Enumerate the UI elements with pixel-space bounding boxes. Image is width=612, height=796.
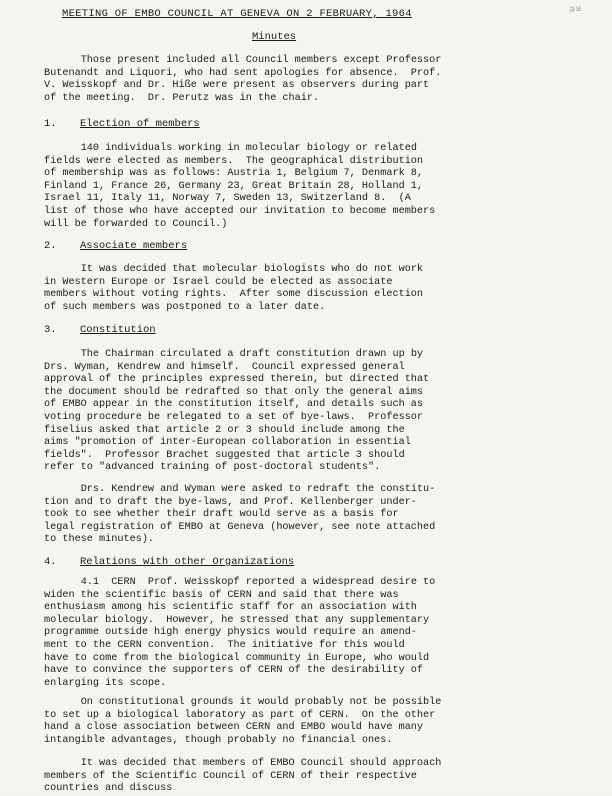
section-heading-2 (44, 240, 187, 252)
document-subtitle: Minutes (252, 31, 297, 43)
section-title: Associate members (80, 240, 188, 252)
section-4-paragraph-1: 4.1 CERN Prof. Weisskopf reported a widespread desire to widen the scientific basis of CERN and said that there was enthusiasm among his scientific staff for an association with molecular biology. However, he stressed that any supplementary programme outside high energy physics would require an amend- ment to the CERN convention. The initiative for this would have to come from the biological community in Europe, who would have to convince the supporters of CERN of the desirability of enlarging its scope. (44, 577, 436, 689)
section-heading-4 (44, 556, 294, 568)
section-4-paragraph-2: On constitutional grounds it would probably not be possible to set up a biological laboratory as part of CERN. On the other hand a close association between CERN and EMBO would have many intangible advantages, though probably no financial ones. (44, 697, 442, 746)
section-number: 3. (44, 324, 57, 336)
section-heading-1 (44, 118, 200, 130)
section-title: Relations with other Organizations (80, 556, 295, 568)
section-number: 1. (44, 118, 57, 130)
archive-stamp: ǝ ᴚ (568, 2, 581, 16)
section-number: 4. (44, 556, 57, 568)
section-3-paragraph-1: The Chairman circulated a draft constitution drawn up by Drs. Wyman, Kendrew and himself. Council expressed general approval of the principles expressed therein, but directed that the document should be redrafted so that only the general aims of EMBO appear in the constitution itself, and details such as voting procedure be relegated to a set of bye-laws. Professor fiselius asked that article 2 or 3 should include among the aims "promotion of inter-European collaboration in essential fields". Professor Brachet suggested that article 3 should refer to "advanced training of post-doctoral students". (44, 349, 430, 474)
section-2-paragraph-1: It was decided that molecular biologists who do not work in Western Europe or Israel could be elected as associate members without voting rights. After some discussion election of such members was postponed to a later date. (44, 264, 424, 313)
section-number: 2. (44, 240, 57, 252)
section-1-paragraph-1: 140 individuals working in molecular biology or related fields were elected as members. The geographical distribution of membership was as follows: Austria 1, Belgium 7, Denmark 8, Finland 1, France 26, Germany 23, Great Britain 28, Holland 1, Israel 11, Italy 11, Norway 7, Sweden 13, Switzerland 8. (A list of those who have accepted our invitation to become members will be forwarded to Council.) (44, 143, 436, 230)
section-4-paragraph-3: It was decided that members of EMBO Council should approach members of the Scientific Council of CERN of their respective countries and discuss (44, 758, 442, 795)
section-heading-3 (44, 324, 156, 336)
section-title: Constitution (80, 324, 156, 336)
intro-paragraph: Those present included all Council members except Professor Butenandt and Liquori, who had sent apologies for absence. Prof. V. Weisskopf and Dr. Hiße were present as observers during part of the meeting. Dr. Perutz was in the chair. (44, 55, 442, 104)
section-title: Election of members (80, 118, 200, 130)
document-title: MEETING OF EMBO COUNCIL AT GENEVA ON 2 FEBRUARY, 1964 (62, 8, 412, 20)
section-3-paragraph-2: Drs. Kendrew and Wyman were asked to redraft the constitu- tion and to draft the bye-laws, and Prof. Kellenberger under- took to see whether their draft would serve as a basis for legal registration of EMBO at Geneva (however, see note attached to these minutes). (44, 484, 436, 546)
